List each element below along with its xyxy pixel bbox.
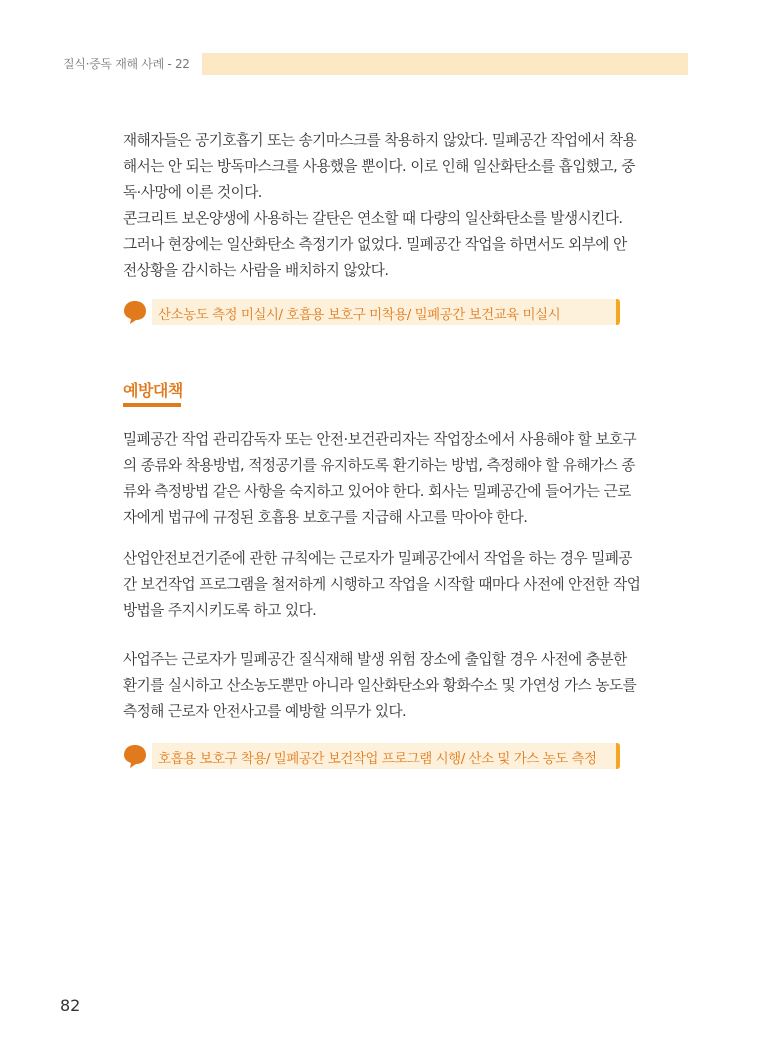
paragraph-prevention-2 bbox=[123, 546, 643, 624]
callout-causes bbox=[122, 297, 627, 327]
paragraph-prevention-1 bbox=[123, 427, 643, 531]
callout-text: 산소농도 측정 미실시/ 호흡용 보호구 미착용/ 밀폐공간 보건교육 미실시 bbox=[158, 307, 561, 323]
callout-text: 호흡용 보호구 착용/ 밀폐공간 보건작업 프로그램 시행/ 산소 및 가스 농도 측정 bbox=[158, 751, 597, 767]
text-line: 콘크리트 보온양생에 사용하는 갈탄은 연소할 때 다량의 일산화탄소를 발생시킨다. bbox=[123, 210, 623, 227]
text-line: 밀폐공간 작업 관리감독자 또는 안전·보건관리자는 작업장소에서 사용해야 할 보호구 bbox=[123, 431, 637, 448]
callout-bar bbox=[152, 743, 620, 769]
callout-bar bbox=[152, 299, 620, 325]
text-line: 류와 측정방법 같은 사항을 숙지하고 있어야 한다. 회사는 밀폐공간에 들어가는 근로 bbox=[123, 483, 631, 500]
text-line: 간 보건작업 프로그램을 철저하게 시행하고 작업을 시작할 때마다 사전에 안전한 작업 bbox=[123, 576, 641, 593]
text-line: 산업안전보건기준에 관한 규칙에는 근로자가 밀폐공간에서 작업을 하는 경우 밀폐공 bbox=[123, 550, 633, 567]
header-bar bbox=[202, 53, 688, 75]
text-line: 측정해 근로자 안전사고를 예방할 의무가 있다. bbox=[123, 703, 407, 720]
section-underline bbox=[123, 403, 181, 407]
section-title: 예방대책 bbox=[123, 381, 183, 400]
text-line: 재해자들은 공기호흡기 또는 송기마스크를 착용하지 않았다. 밀폐공간 작업에서 착용 bbox=[123, 132, 637, 149]
text-line: 자에게 법규에 규정된 호흡용 보호구를 지급해 사고를 막아야 한다. bbox=[123, 509, 528, 526]
paragraph-prevention-3 bbox=[123, 647, 643, 725]
text-line: 독·사망에 이른 것이다. bbox=[123, 184, 262, 201]
text-line: 사업주는 근로자가 밀폐공간 질식재해 발생 위험 장소에 출입할 경우 사전에 충분한 bbox=[123, 651, 627, 668]
paragraph-cause bbox=[123, 128, 643, 284]
text-line: 그러나 현장에는 일산화탄소 측정기가 없었다. 밀폐공간 작업을 하면서도 외부에 안 bbox=[123, 236, 627, 253]
text-line: 의 종류와 착용방법, 적정공기를 유지하도록 환기하는 방법, 측정해야 할 유해가스 종 bbox=[123, 457, 635, 474]
page-number: 82 bbox=[60, 996, 81, 1015]
speech-bubble-icon bbox=[122, 743, 148, 769]
text-line: 해서는 안 되는 방독마스크를 사용했을 뿐이다. 이로 인해 일산화탄소를 흡입했고, 중 bbox=[123, 158, 635, 175]
callout-measures bbox=[122, 741, 627, 771]
running-header bbox=[63, 53, 688, 75]
header-title: 질식·중독 재해 사례 - 22 bbox=[63, 57, 190, 71]
text-line: 환기를 실시하고 산소농도뿐만 아니라 일산화탄소와 황화수소 및 가연성 가스 농도를 bbox=[123, 677, 637, 694]
text-line: 전상황을 감시하는 사람을 배치하지 않았다. bbox=[123, 262, 389, 279]
text-line: 방법을 주지시키도록 하고 있다. bbox=[123, 602, 317, 619]
speech-bubble-icon bbox=[122, 299, 148, 325]
